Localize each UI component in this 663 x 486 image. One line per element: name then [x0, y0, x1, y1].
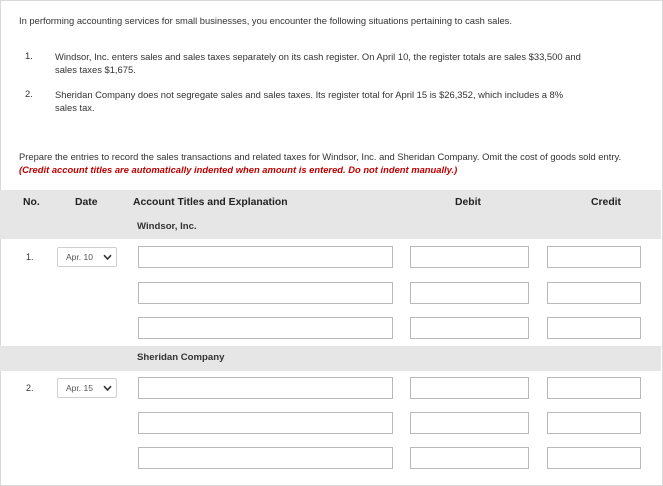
instructions	[19, 150, 649, 176]
credit-input[interactable]	[547, 282, 641, 304]
header-date: Date	[75, 197, 98, 208]
debit-input[interactable]	[410, 317, 529, 339]
date-select-entry-2[interactable]	[57, 378, 117, 398]
debit-input[interactable]	[410, 282, 529, 304]
chevron-down-icon	[103, 385, 112, 392]
account-title-input[interactable]	[138, 412, 393, 434]
debit-input[interactable]	[410, 246, 529, 268]
situation-number-2: 2.	[25, 88, 33, 99]
date-select-value: Apr. 10	[66, 252, 93, 262]
account-title-input[interactable]	[138, 282, 393, 304]
account-title-input[interactable]	[138, 246, 393, 268]
intro-text: In performing accounting services for small businesses, you encounter the following situations pertaining to cash sales.	[19, 15, 512, 26]
instructions-text: Prepare the entries to record the sales transactions and related taxes for Windsor, Inc. and Sheridan Company. Omit the cost of goods sold entry.	[19, 151, 622, 162]
company-band-sheridan	[0, 346, 661, 371]
account-title-input[interactable]	[138, 377, 393, 399]
situation-text-2: Sheridan Company does not segregate sales and sales taxes. Its register total for April 15 is $26,352, which includes a 8% sales tax.	[55, 89, 564, 113]
date-select-value: Apr. 15	[66, 383, 93, 393]
date-select-entry-1[interactable]	[57, 247, 117, 267]
credit-input[interactable]	[547, 246, 641, 268]
company-label-windsor: Windsor, Inc.	[137, 221, 197, 232]
header-no: No.	[23, 197, 40, 208]
debit-input[interactable]	[410, 447, 529, 469]
instructions-note: (Credit account titles are automatically indented when amount is entered. Do not indent manually.)	[19, 164, 458, 175]
situation-text-1: Windsor, Inc. enters sales and sales taxes separately on its cash register. On April 10, the register totals are sales $33,500 and sales taxes $1,675.	[55, 51, 581, 75]
chevron-down-icon	[103, 254, 112, 261]
credit-input[interactable]	[547, 447, 641, 469]
entry-number-1: 1.	[26, 252, 34, 262]
header-debit: Debit	[455, 197, 481, 208]
company-label-sheridan: Sheridan Company	[137, 352, 225, 363]
situation-number-1: 1.	[25, 50, 33, 61]
journal-table-header	[0, 190, 661, 239]
credit-input[interactable]	[547, 317, 641, 339]
debit-input[interactable]	[410, 412, 529, 434]
header-credit: Credit	[591, 197, 622, 208]
debit-input[interactable]	[410, 377, 529, 399]
entry-number-2: 2.	[26, 383, 34, 393]
header-account: Account Titles and Explanation	[133, 197, 288, 208]
account-title-input[interactable]	[138, 447, 393, 469]
account-title-input[interactable]	[138, 317, 393, 339]
credit-input[interactable]	[547, 412, 641, 434]
credit-input[interactable]	[547, 377, 641, 399]
